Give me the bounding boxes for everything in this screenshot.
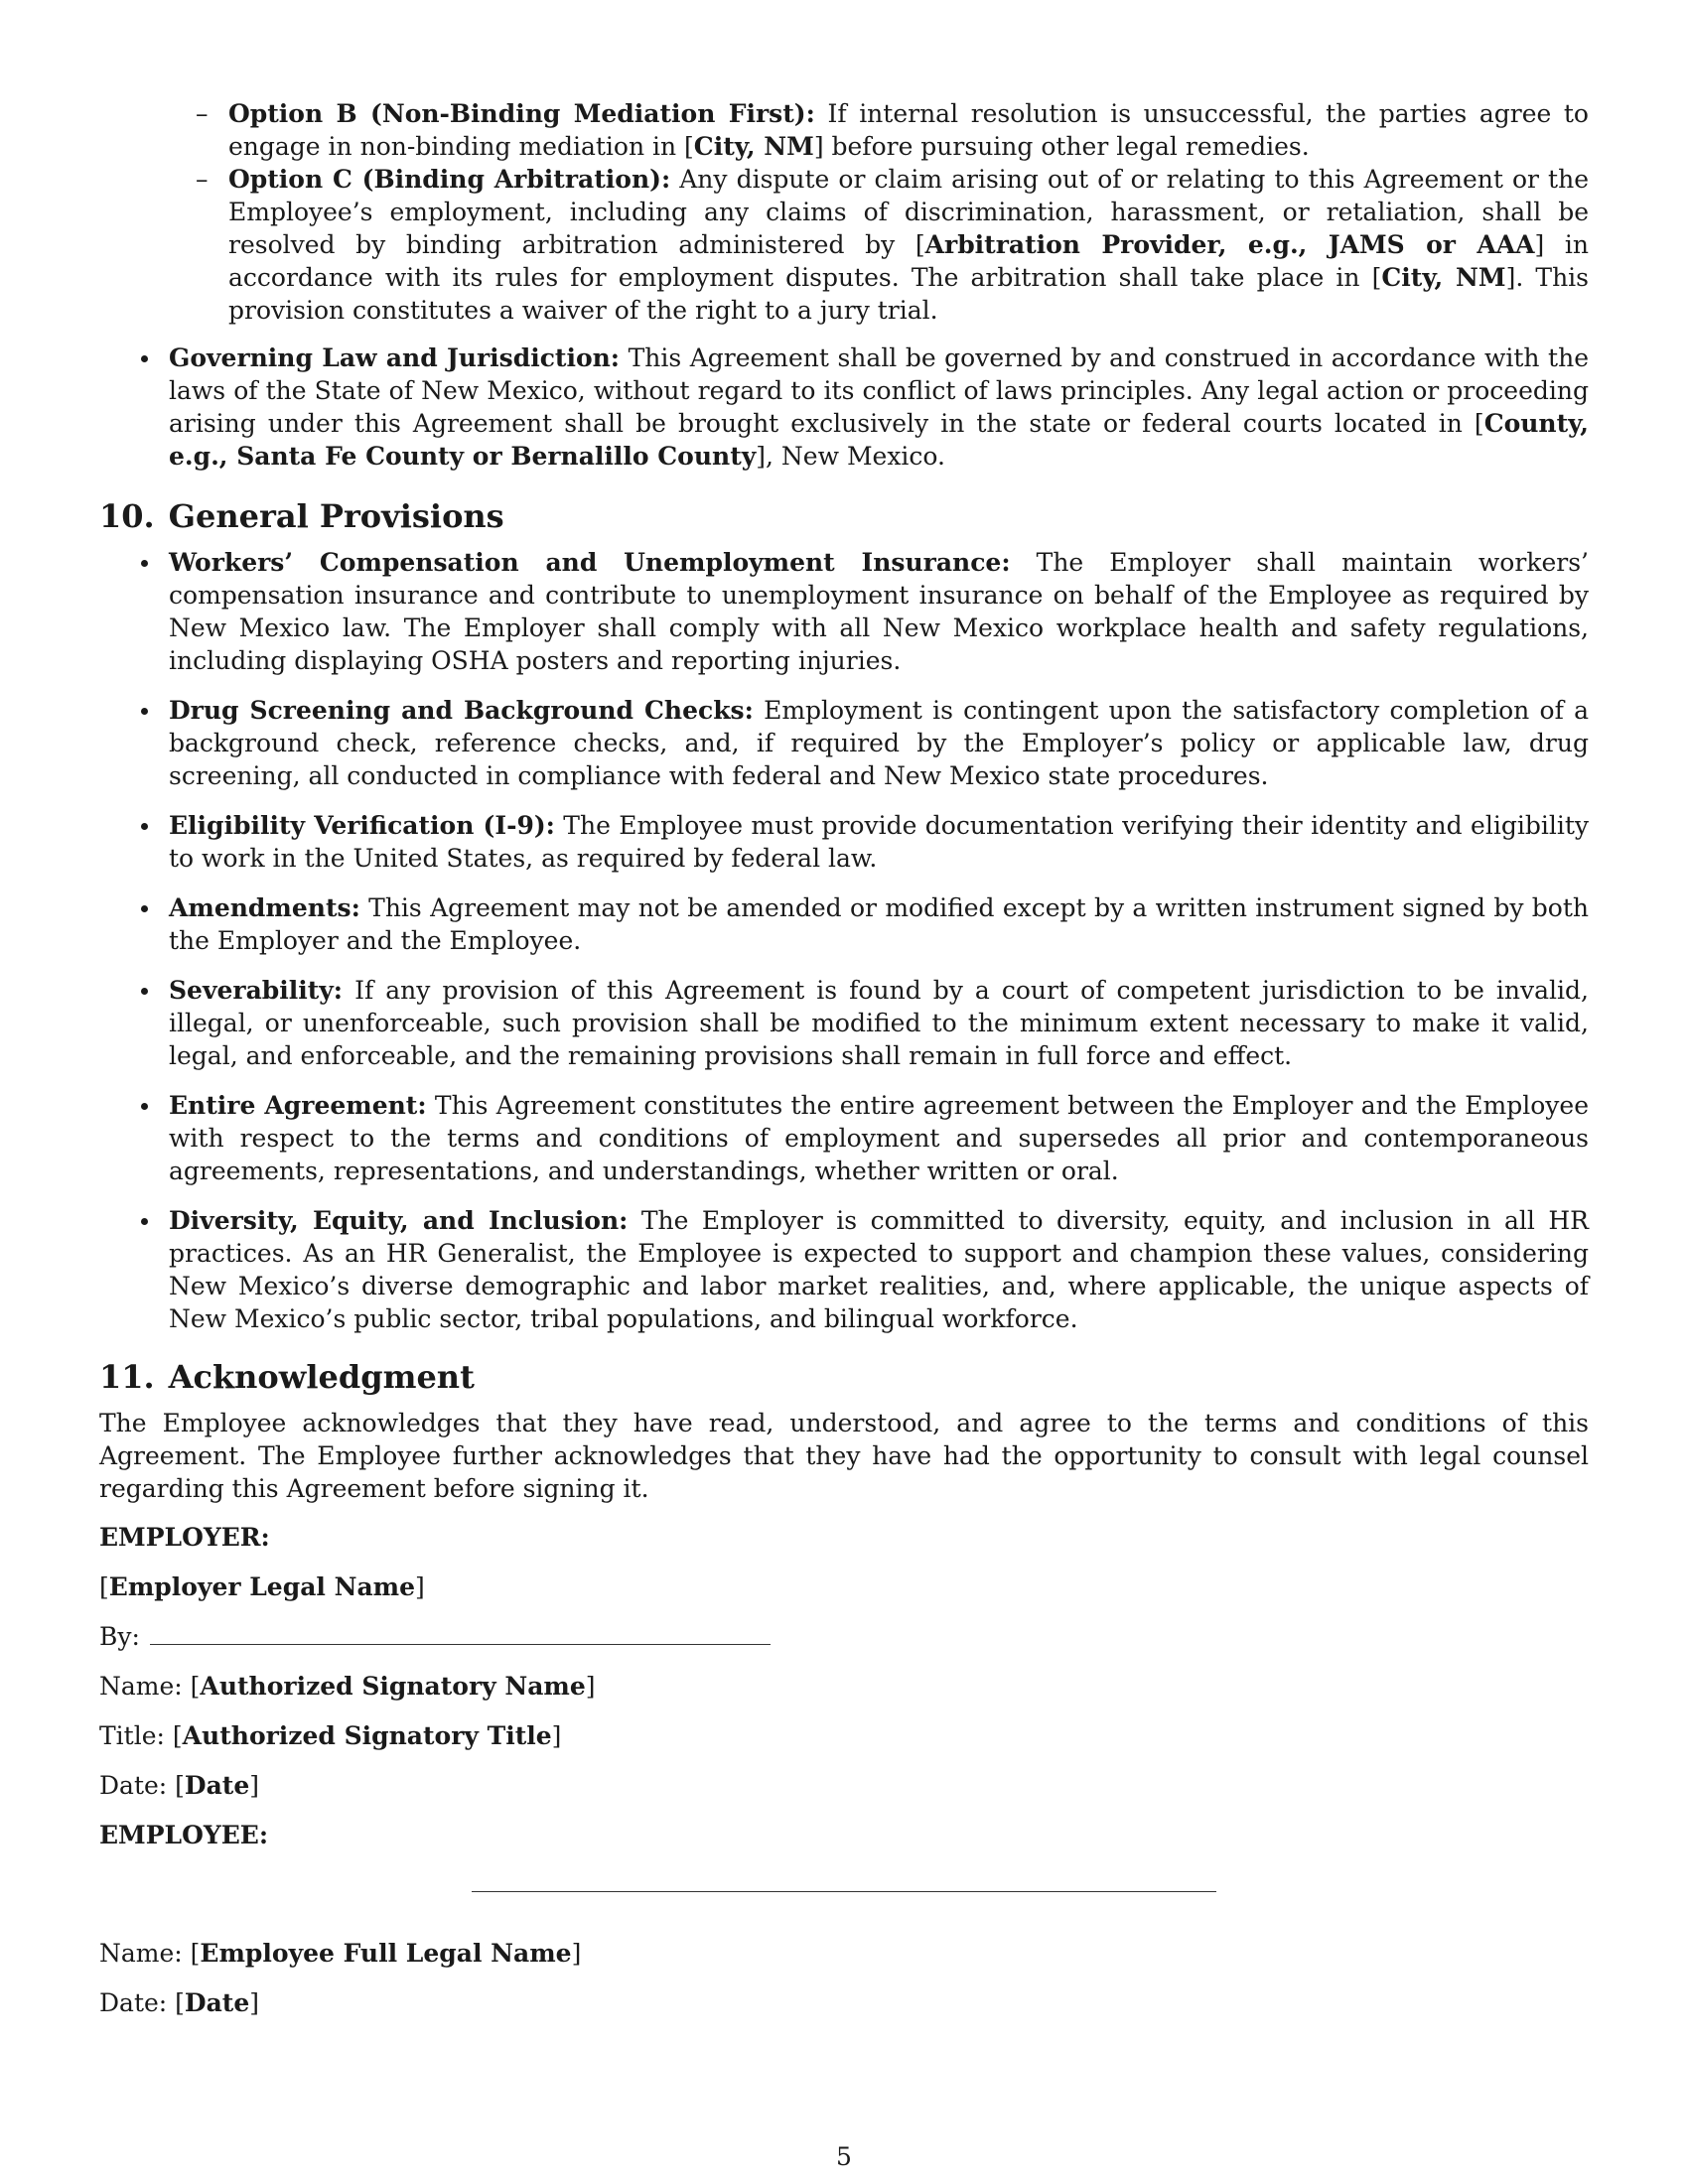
- employer-date: Date: [Date]: [99, 1771, 260, 1800]
- provision-item: Amendments: This Agreement may not be amended or modified except by a written instrument signed by both the Employer and the Employee.: [169, 893, 1589, 955]
- provision-item: Workers’ Compensation and Unemployment Insurance: The Employer shall maintain workers’ compensation insurance and contribute to unemployment insurance on behalf of the Employee as required by New Mexico law. The Employer shall comply with all New Mexico workplace health and safety regulations, including displaying OSHA posters and reporting injuries.: [169, 548, 1589, 675]
- section-11-heading: 11. Acknowledgment: [99, 1358, 475, 1396]
- governing-law-item: Governing Law and Jurisdiction: This Agreement shall be governed by and construed in accordance with the laws of the State of New Mexico, without regard to its conflict of laws principles. Any legal action or proceeding arising under this Agreement shall be brought exclusively in the state or federal courts located in [County, e.g., Santa Fe County or Bernalillo County], New Mexico.: [169, 343, 1589, 471]
- signatory-title: Title: [Authorized Signatory Title]: [99, 1721, 562, 1750]
- employer-heading: EMPLOYER:: [99, 1523, 270, 1552]
- employee-signature-rule: [472, 1891, 1216, 1892]
- provision-item: Entire Agreement: This Agreement constitutes the entire agreement between the Employer and the Employee with respect to the terms and conditions of employment and supersedes all prior and contemporaneous agreements, representations, and understandings, whether written or oral.: [169, 1091, 1590, 1185]
- document-page: [99, 97, 1589, 2019]
- employee-heading: EMPLOYEE:: [99, 1821, 269, 1849]
- option-c: – Option C (Binding Arbitration): Any dispute or claim arising out of or relating to this Agreement or the Employee’s employment, including any claims of discrimination, harassment, or retaliation, shall be resolved by binding arbitration administered by [Arbitration Provider, e.g., JAMS or AAA] in accordance with its rules for employment disputes. The arbitration shall take place in [City, NM]. This provision constitutes a waiver of the right to a jury trial.: [228, 163, 1589, 327]
- provision-item: Diversity, Equity, and Inclusion: The Employer is committed to diversity, equity, and inclusion in all HR practices. As an HR Generalist, the Employee is expected to support and champion these values, considering New Mexico’s diverse demographic and labor market realities, and, where applicable, the unique aspects of New Mexico’s public sector, tribal populations, and bilingual workforce.: [169, 1206, 1589, 1333]
- general-provisions-list: [99, 546, 1589, 1335]
- governing-law-list: [99, 341, 1589, 473]
- provision-item: Severability: If any provision of this Agreement is found by a court of competent jurisdiction to be invalid, illegal, or unenforceable, such provision shall be modified to the minimum extent necessary to make it valid, legal, and enforceable, and the remaining provisions shall remain in full force and effect.: [169, 976, 1589, 1070]
- option-b: – Option B (Non-Binding Mediation First): If internal resolution is unsuccessful, the parties agree to engage in non-binding mediation in [City, NM] before pursuing other legal remedies.: [228, 97, 1589, 163]
- employee-signature-area: [99, 1851, 1589, 1937]
- employer-signature-line: By:: [99, 1620, 1589, 1653]
- signature-rule: [150, 1643, 771, 1645]
- page-number: 5: [836, 2142, 852, 2171]
- provision-item: Drug Screening and Background Checks: Employment is contingent upon the satisfactory completion of a background check, reference checks, and, if required by the Employer’s policy or applicable law, drug screening, all conducted in compliance with federal and New Mexico state procedures.: [169, 696, 1589, 790]
- employee-name: Name: [Employee Full Legal Name]: [99, 1939, 582, 1968]
- employer-legal-name: [Employer Legal Name]: [99, 1572, 425, 1601]
- signatory-name: Name: [Authorized Signatory Name]: [99, 1672, 596, 1701]
- section-10-heading: 10. General Provisions: [99, 497, 504, 535]
- acknowledgment-paragraph: The Employee acknowledges that they have read, understood, and agree to the terms and conditions of this Agreement. The Employee further acknowledges that they have had the opportunity to consult with legal counsel regarding this Agreement before signing it.: [99, 1409, 1589, 1503]
- employee-date: Date: [Date]: [99, 1988, 260, 2017]
- dispute-options-list: [99, 97, 1589, 327]
- provision-item: Eligibility Verification (I-9): The Employee must provide documentation verifying their identity and eligibility to work in the United States, as required by federal law.: [169, 811, 1589, 873]
